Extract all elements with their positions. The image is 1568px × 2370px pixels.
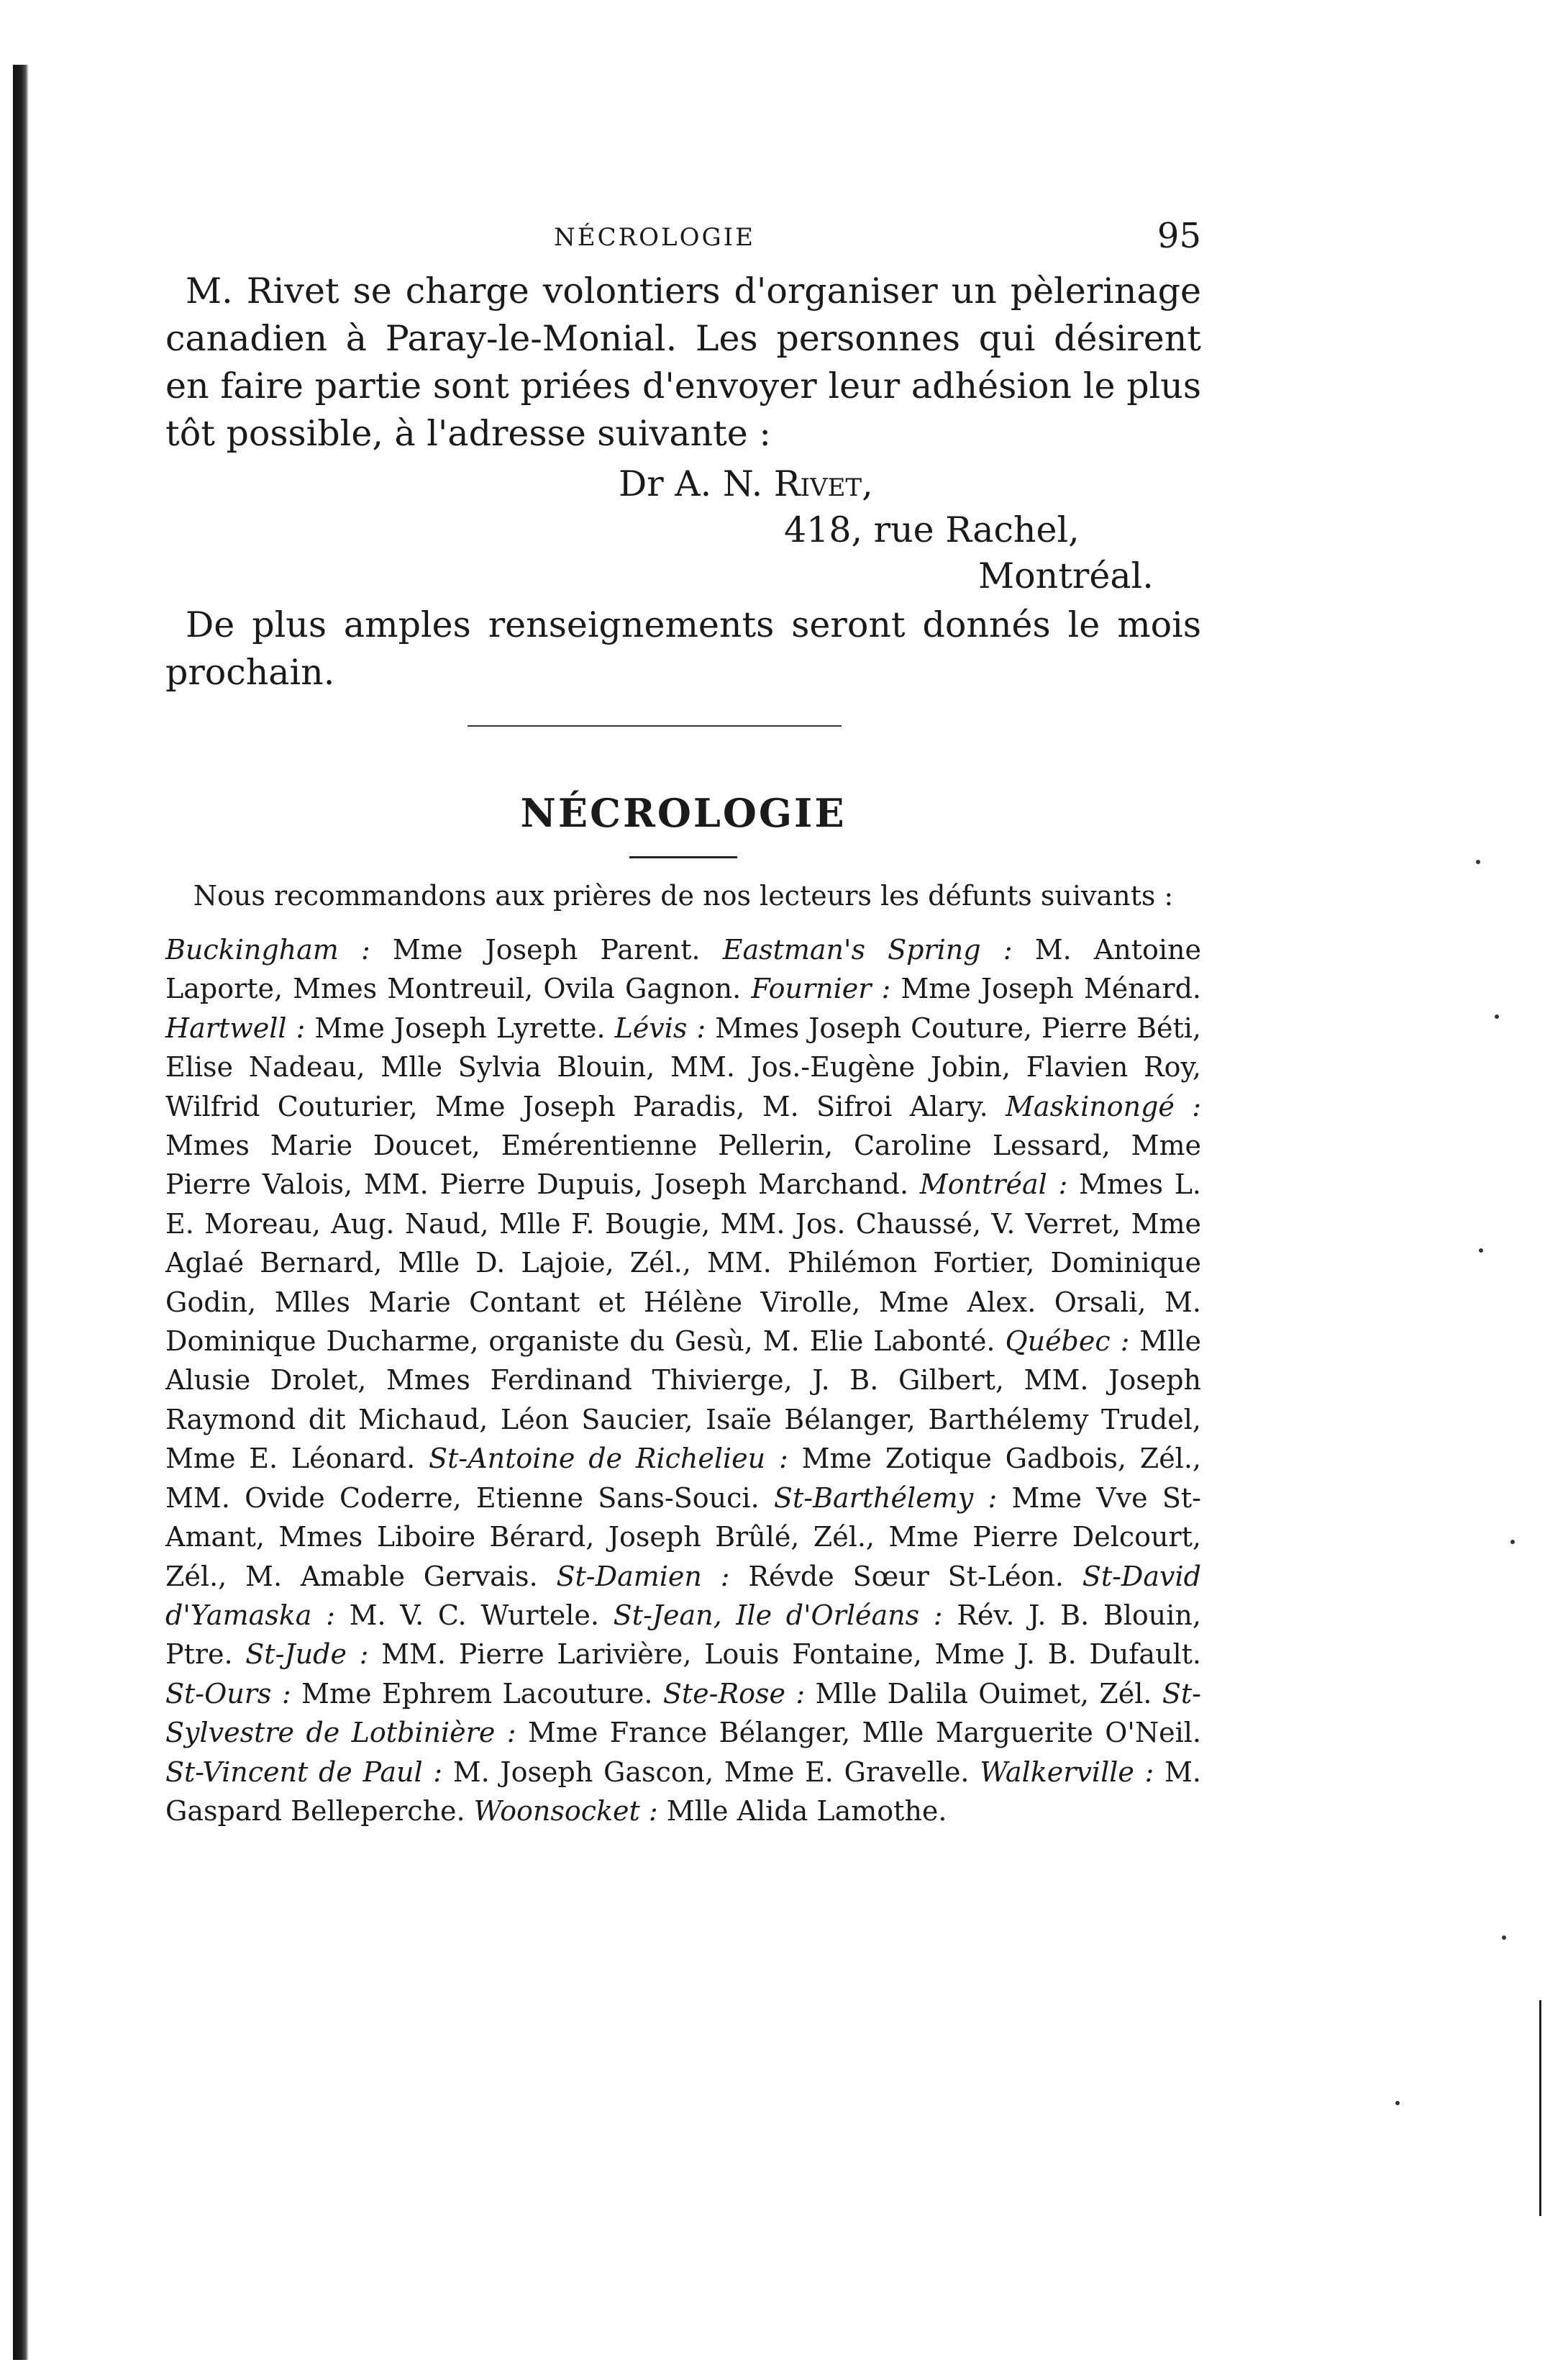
scan-speck xyxy=(1510,1540,1515,1544)
necrology-intro: Nous recommandons aux prières de nos lecteurs les défunts suivants : xyxy=(193,880,1174,912)
necrology-place: St-Sylvestre de Lotbinière : xyxy=(165,1677,1201,1749)
scan-speck xyxy=(1476,860,1480,864)
necrology-place: Fournier : xyxy=(751,973,891,1005)
address-block xyxy=(165,458,1201,601)
scan-speck xyxy=(1495,1014,1499,1019)
necrology-place: St-Damien : xyxy=(556,1560,730,1592)
address-name xyxy=(619,463,873,504)
necrology-names: Mme Vve St-Amant, Mmes Liboire Bérard, Joseph Brûlé, Zél., Mme Pierre Delcourt, Zél., M. Amable Gervais. xyxy=(165,1481,1201,1592)
scan-speck xyxy=(1479,1248,1483,1253)
necrology-place: Eastman's Spring : xyxy=(722,934,1013,966)
necrology-place: Québec : xyxy=(1005,1325,1130,1358)
announcement-closing: De plus amples renseignements seront donnés le mois prochain. xyxy=(165,604,1201,693)
necrology-names: Mme Joseph Lyrette. xyxy=(305,1012,615,1044)
necrology-names: Mlle Alida Lamothe. xyxy=(657,1794,947,1827)
necrology-title: NÉCROLOGIE xyxy=(520,790,847,836)
necrology-place: Montréal : xyxy=(919,1168,1068,1201)
address-surname: Rivet, xyxy=(773,463,873,504)
book-page xyxy=(165,216,1201,1830)
necrology-place: Woonsocket : xyxy=(473,1794,658,1827)
page-binding-edge xyxy=(13,65,29,2360)
necrology-place: St-Ours : xyxy=(165,1677,291,1710)
necrology-names: Mme Joseph Parent. xyxy=(370,934,723,966)
necrology-names: Révde Sœur St-Léon. xyxy=(729,1560,1082,1592)
announcement-paragraph: M. Rivet se charge volontiers d'organiser un pèlerinage canadien à Paray-le-Monial. Les personnes qui désirent en faire partie sont priées d'envoyer leur adhésion le plus tôt possible, à l'adresse suivante : xyxy=(165,271,1201,454)
scan-speck xyxy=(1502,1935,1506,1940)
necrology-names: Mme France Bélanger, Mlle Marguerite O'Neil. xyxy=(516,1717,1201,1749)
necrology-names: Mme Joseph Ménard. xyxy=(890,973,1201,1005)
necrology-names: Mmes Marie Doucet, Emérentienne Pellerin, Caroline Lessard, Mme Pierre Valois, MM. Pierre Dupuis, Joseph Marchand. xyxy=(165,1130,1201,1201)
necrology-names: Mlle Alusie Drolet, Mmes Ferdinand Thivierge, J. B. Gilbert, MM. Joseph Raymond dit Michaud, Léon Saucier, Isaïe Bélanger, Barthélemy Trudel, Mme E. Léonard. xyxy=(165,1325,1201,1475)
necrology-place: St-Antoine de Richelieu : xyxy=(429,1443,788,1475)
section-divider-rule xyxy=(468,725,842,727)
necrology-list xyxy=(165,930,1201,1830)
address-street: 418, rue Rachel, xyxy=(784,509,1080,550)
necrology-place: St-Barthélemy : xyxy=(773,1481,998,1514)
necrology-names: M. V. C. Wurtele. xyxy=(334,1599,614,1631)
running-head xyxy=(165,216,1201,259)
necrology-place: Hartwell : xyxy=(165,1012,306,1044)
necrology-names: Mme Ephrem Lacouture. xyxy=(291,1677,663,1710)
necrology-place: Lévis : xyxy=(614,1012,706,1044)
necrology-place: Maskinongé : xyxy=(1006,1090,1201,1122)
necrology-names: M. Joseph Gascon, Mme E. Gravelle. xyxy=(442,1756,980,1788)
necrology-place: Buckingham : xyxy=(165,934,370,966)
necrology-place: St-Jean, Ile d'Orléans : xyxy=(613,1599,943,1631)
necrology-names: MM. Pierre Larivière, Louis Fontaine, Mme J. B. Dufault. xyxy=(368,1638,1202,1671)
necrology-names: Mmes L. E. Moreau, Aug. Naud, Mlle F. Bougie, MM. Jos. Chaussé, V. Verret, Mme Aglaé Bernard, Mlle D. Lajoie, Zél., MM. Philémon Fortier, Dominique Godin, Mlles Marie Contant et Hélène Virolle, Mme Alex. Orsali, M. Dominique Ducharme, organiste du Gesù, M. Elie Labonté. xyxy=(165,1168,1202,1358)
scan-speck xyxy=(1395,2101,1400,2105)
necrology-names: Mme Zotique Gadbois, Zél., MM. Ovide Coderre, Etienne Sans-Souci. xyxy=(165,1443,1201,1514)
address-name-prefix: Dr A. N. xyxy=(619,463,763,504)
necrology-place: St-Jude : xyxy=(245,1638,369,1671)
necrology-place: Ste-Rose : xyxy=(662,1677,806,1710)
necrology-names: Mlle Dalila Ouimet, Zél. xyxy=(805,1677,1162,1710)
necrology-place: Walkerville : xyxy=(980,1756,1154,1788)
necrology-place: St-David d'Yamaska : xyxy=(165,1560,1201,1631)
title-underline-rule xyxy=(629,856,737,858)
necrology-place: St-Vincent de Paul : xyxy=(165,1756,443,1788)
necrology-names: Mmes Joseph Couture, Pierre Béti, Elise Nadeau, Mlle Sylvia Blouin, MM. Jos.-Eugène Jobin, Flavien Roy, Wilfrid Couturier, Mme Joseph Paradis, M. Sifroi Alary. xyxy=(165,1012,1201,1122)
necrology-names: M. Antoine Laporte, Mmes Montreuil, Ovila Gagnon. xyxy=(165,934,1202,1005)
scan-edge-line xyxy=(1539,2000,1541,2216)
address-city: Montréal. xyxy=(978,555,1154,596)
necrology-names: M. Gaspard Belleperche. xyxy=(165,1756,1202,1827)
page-number: 95 xyxy=(1157,216,1201,256)
running-title: NÉCROLOGIE xyxy=(554,223,755,252)
necrology-names: Rév. J. B. Blouin, Ptre. xyxy=(165,1599,1201,1671)
